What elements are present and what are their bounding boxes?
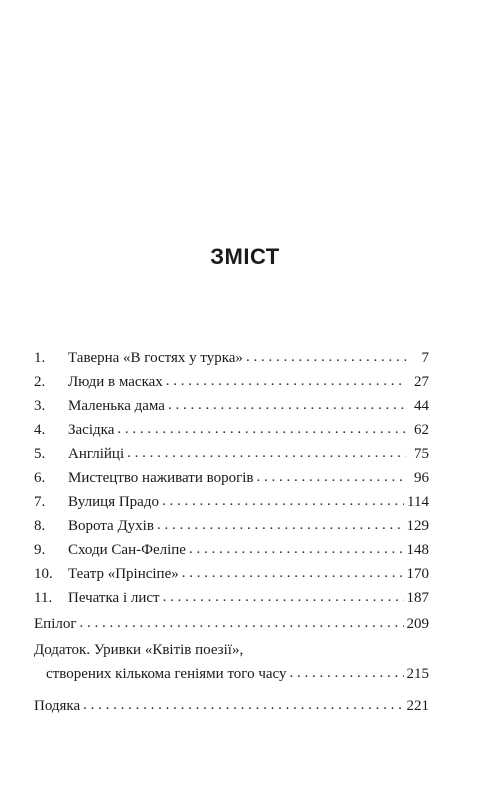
toc-entry[interactable] xyxy=(34,442,429,466)
chapter-number: 8. xyxy=(34,518,46,534)
toc-entry-appendix-continued[interactable] xyxy=(34,662,429,686)
dot-leader xyxy=(257,465,407,489)
chapter-title: Таверна «В гостях у турка» xyxy=(68,350,243,366)
dot-leader xyxy=(127,441,406,465)
page-number: 129 xyxy=(406,518,429,534)
page-number: 170 xyxy=(406,566,429,582)
page-number: 148 xyxy=(406,542,429,558)
dot-leader xyxy=(246,345,406,369)
chapter-number: 3. xyxy=(34,398,46,414)
toc-entry[interactable] xyxy=(34,394,429,418)
toc-entry-thanks[interactable] xyxy=(34,694,429,718)
chapter-number: 4. xyxy=(34,422,46,438)
toc-entry[interactable] xyxy=(34,370,429,394)
page-number: 75 xyxy=(414,446,429,462)
page-number: 114 xyxy=(407,494,429,510)
dot-leader xyxy=(189,537,404,561)
chapter-title: Театр «Прінсіпе» xyxy=(68,566,179,582)
page-number: 221 xyxy=(406,698,429,714)
dot-leader xyxy=(166,369,406,393)
toc-entry[interactable] xyxy=(34,466,429,490)
chapter-number: 10. xyxy=(34,566,53,582)
chapter-number: 2. xyxy=(34,374,46,390)
chapter-number: 1. xyxy=(34,350,46,366)
chapter-title: Маленька дама xyxy=(68,398,165,414)
dot-leader xyxy=(168,393,406,417)
chapter-number: 5. xyxy=(34,446,46,462)
page-number: 44 xyxy=(414,398,429,414)
chapter-number: 6. xyxy=(34,470,46,486)
chapter-title: Ворота Духів xyxy=(68,518,154,534)
dot-leader xyxy=(162,489,404,513)
appendix-title-continued: створених кількома геніями того часу xyxy=(46,666,287,682)
chapter-title: Вулиця Прадо xyxy=(68,494,159,510)
chapter-number: 9. xyxy=(34,542,46,558)
toc-entry[interactable] xyxy=(34,490,429,514)
toc-entry[interactable] xyxy=(34,586,429,610)
page-number: 27 xyxy=(414,374,429,390)
chapter-title: Печатка і лист xyxy=(68,590,160,606)
chapter-number: 11. xyxy=(34,590,53,606)
epilogue-title: Епілог xyxy=(34,616,77,632)
page-number: 209 xyxy=(406,616,429,632)
chapter-title: Засідка xyxy=(68,422,115,438)
toc-entry[interactable] xyxy=(34,538,429,562)
table-of-contents xyxy=(34,346,429,718)
appendix-title: Додаток. Уривки «Квітів поезії», xyxy=(34,642,244,658)
dot-leader xyxy=(163,585,404,609)
chapter-title: Сходи Сан-Феліпе xyxy=(68,542,186,558)
chapter-number: 7. xyxy=(34,494,46,510)
dot-leader xyxy=(157,513,404,537)
dot-leader xyxy=(80,611,404,635)
chapter-title: Мистецтво наживати ворогів xyxy=(68,470,254,486)
toc-entry-appendix[interactable] xyxy=(34,638,429,662)
page-number: 215 xyxy=(406,666,429,682)
toc-entry-epilogue[interactable] xyxy=(34,612,429,636)
page-number: 96 xyxy=(414,470,429,486)
chapter-title: Люди в масках xyxy=(68,374,163,390)
dot-leader xyxy=(117,417,406,441)
page-number: 62 xyxy=(414,422,429,438)
dot-leader xyxy=(83,693,403,717)
dot-leader xyxy=(182,561,404,585)
toc-entry[interactable] xyxy=(34,346,429,370)
toc-entry[interactable] xyxy=(34,562,429,586)
toc-title: ЗМІСТ xyxy=(210,244,280,269)
dot-leader xyxy=(290,661,404,685)
page-number: 187 xyxy=(406,590,429,606)
thanks-title: Подяка xyxy=(34,698,81,714)
toc-entry[interactable] xyxy=(34,514,429,538)
chapter-title: Англійці xyxy=(68,446,125,462)
toc-entry[interactable] xyxy=(34,418,429,442)
page-number: 7 xyxy=(421,350,429,366)
